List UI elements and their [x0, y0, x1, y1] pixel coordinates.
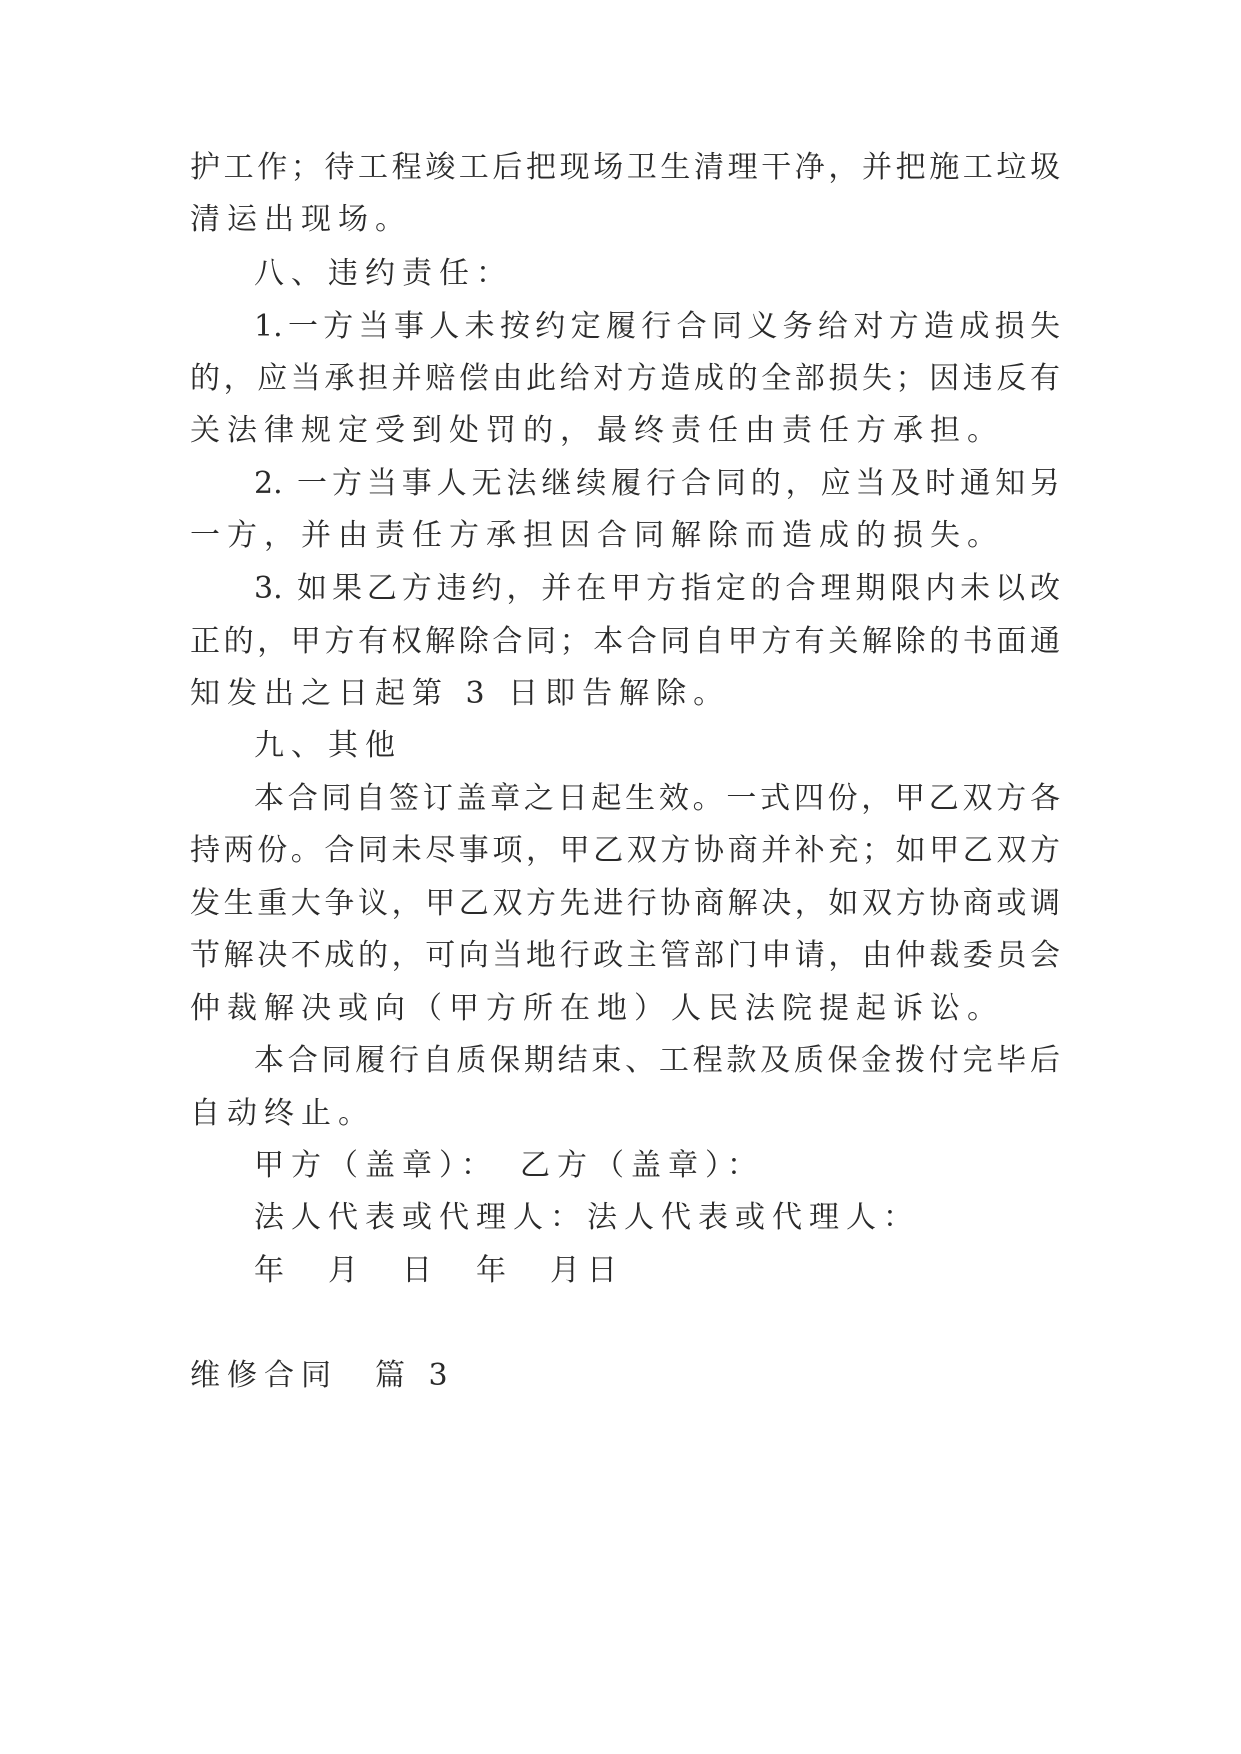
signature-line: 甲方（盖章）： 乙方（盖章）：: [254, 1148, 764, 1183]
text-line: 自动终止。: [190, 1096, 375, 1131]
text-line: 的，应当承担并赔偿由此给对方造成的全部损失；因违反有: [190, 361, 1060, 396]
text-line: 关法律规定受到处罚的，最终责任由责任方承担。: [190, 413, 1004, 448]
text-line: 仲裁解决或向（甲方所在地）人民法院提起诉讼。: [190, 991, 1004, 1026]
text-line: 2. 一方当事人无法继续履行合同的，应当及时通知另: [254, 466, 1060, 501]
date-line: 年 月 日 年 月日: [254, 1253, 624, 1288]
text-line: 持两份。合同未尽事项，甲乙双方协商并补充；如甲乙双方: [190, 833, 1060, 868]
contract-heading: 维修合同 篇 3: [190, 1358, 455, 1393]
text-line: 本合同自签订盖章之日起生效。一式四份，甲乙双方各: [254, 781, 1060, 816]
text-line: 节解决不成的，可向当地行政主管部门申请，由仲裁委员会: [190, 938, 1060, 973]
text-line: 3. 如果乙方违约，并在甲方指定的合理期限内未以改: [254, 571, 1060, 606]
section-heading: 九、其他: [254, 728, 402, 763]
signature-line: 法人代表或代理人：法人代表或代理人：: [254, 1200, 920, 1235]
text-line: 知发出之日起第 3 日即告解除。: [190, 676, 731, 711]
text-line: 发生重大争议，甲乙双方先进行协商解决，如双方协商或调: [190, 886, 1060, 921]
section-heading: 八、违约责任：: [254, 256, 513, 291]
text-line: 清运出现场。: [190, 202, 412, 237]
text-line: 护工作；待工程竣工后把现场卫生清理干净，并把施工垃圾: [190, 150, 1060, 185]
text-line: 一方，并由责任方承担因合同解除而造成的损失。: [190, 518, 1004, 553]
text-line: 本合同履行自质保期结束、工程款及质保金拨付完毕后: [254, 1043, 1060, 1078]
text-line: 1.一方当事人未按约定履行合同义务给对方造成损失: [254, 309, 1060, 344]
text-line: 正的，甲方有权解除合同；本合同自甲方有关解除的书面通: [190, 624, 1060, 659]
